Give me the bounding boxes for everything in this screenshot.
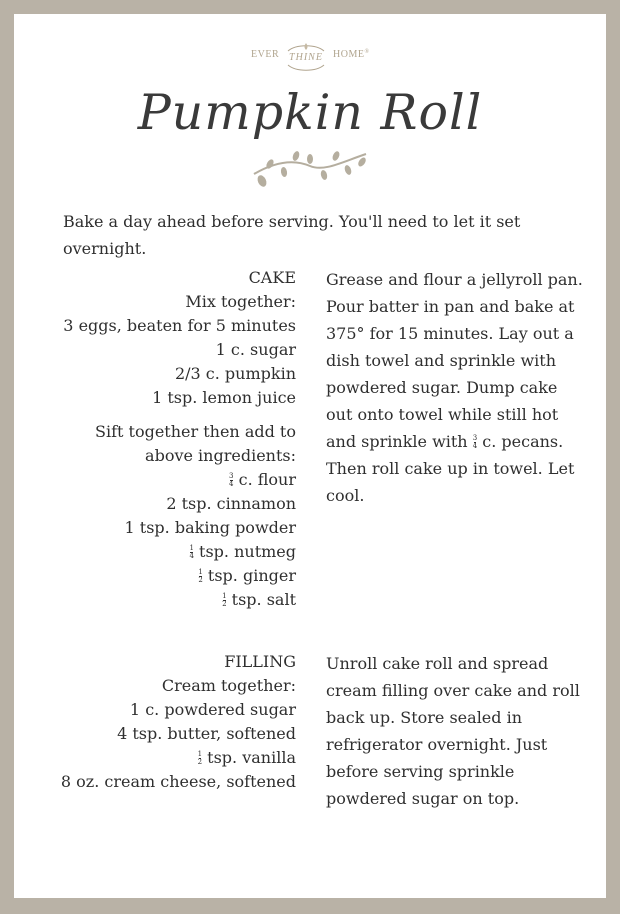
ingredient-item: 2/3 c. pumpkin — [174, 364, 296, 383]
ingredient-item: $\frac{1}{2}$ tsp. vanilla — [197, 748, 296, 767]
ingredient-item: $\frac{1}{2}$ tsp. salt — [222, 590, 296, 609]
fraction: $\frac{1}{2}$ — [222, 592, 227, 608]
ingredient-item: 1 c. powdered sugar — [129, 700, 296, 719]
filling-directions: Unroll cake roll and spread cream filling over cake and roll back up. Store sealed in refrigerator overnight. Just before serving sprinkle powdered sugar on top. — [326, 654, 580, 808]
ingredient-item: 2 tsp. cinnamon — [166, 494, 296, 513]
sift-label-line-2: above ingredients: — [145, 446, 296, 465]
fraction: $\frac{3}{4}$ — [229, 472, 234, 488]
ingredient-item: $\frac{1}{4}$ tsp. nutmeg — [189, 542, 296, 561]
brand-badge — [282, 42, 330, 72]
filling-heading: FILLING — [224, 652, 296, 671]
mix-label: Mix together: — [185, 292, 296, 311]
ingredient-item: 4 tsp. butter, softened — [117, 724, 296, 743]
cream-label: Cream together: — [161, 676, 296, 695]
vine-flourish-icon — [250, 150, 370, 190]
ingredient-item: 1 tsp. baking powder — [124, 518, 296, 537]
ingredient-item: $\frac{3}{4}$ c. flour — [229, 470, 296, 489]
ingredient-item: 8 oz. cream cheese, softened — [60, 772, 296, 791]
ingredient-item: 1 tsp. lemon juice — [152, 388, 296, 407]
ingredient-item: 3 eggs, beaten for 5 minutes — [63, 316, 296, 335]
fraction: $\frac{1}{2}$ — [197, 750, 203, 766]
cake-ingredients — [20, 266, 296, 410]
brand-right-word: HOME® — [333, 49, 370, 60]
ingredient-item: $\frac{1}{2}$ tsp. ginger — [198, 566, 296, 585]
fraction: $\frac{1}{4}$ — [189, 544, 194, 560]
ingredient-item: 1 c. sugar — [215, 340, 296, 359]
brand-middle-word: THINE — [289, 52, 323, 63]
fraction: $\frac{1}{2}$ — [198, 568, 203, 584]
fraction: $\frac{3}{4}$ — [472, 434, 478, 450]
filling-ingredients — [20, 650, 296, 794]
cake-dry-ingredients — [20, 420, 296, 612]
intro-note: Bake a day ahead before serving. You'll need to let it set overnight. — [63, 212, 521, 258]
registered-mark: ® — [364, 49, 370, 55]
cake-directions: Grease and flour a jellyroll pan. Pour batter in pan and bake at 375° for 15 minutes. Lay out a dish towel and sprinkle with powdered sugar. Dump cake out onto towel while still hot and sprinkle with $\frac{3}{4}$ c. pecans. Then roll cake up in towel. Let cool. — [326, 270, 583, 505]
cake-heading: CAKE — [248, 268, 296, 287]
sift-label-line-1: Sift together then add to — [95, 422, 296, 441]
brand-left-word: EVER — [251, 49, 280, 60]
recipe-title: Pumpkin Roll — [137, 84, 483, 141]
